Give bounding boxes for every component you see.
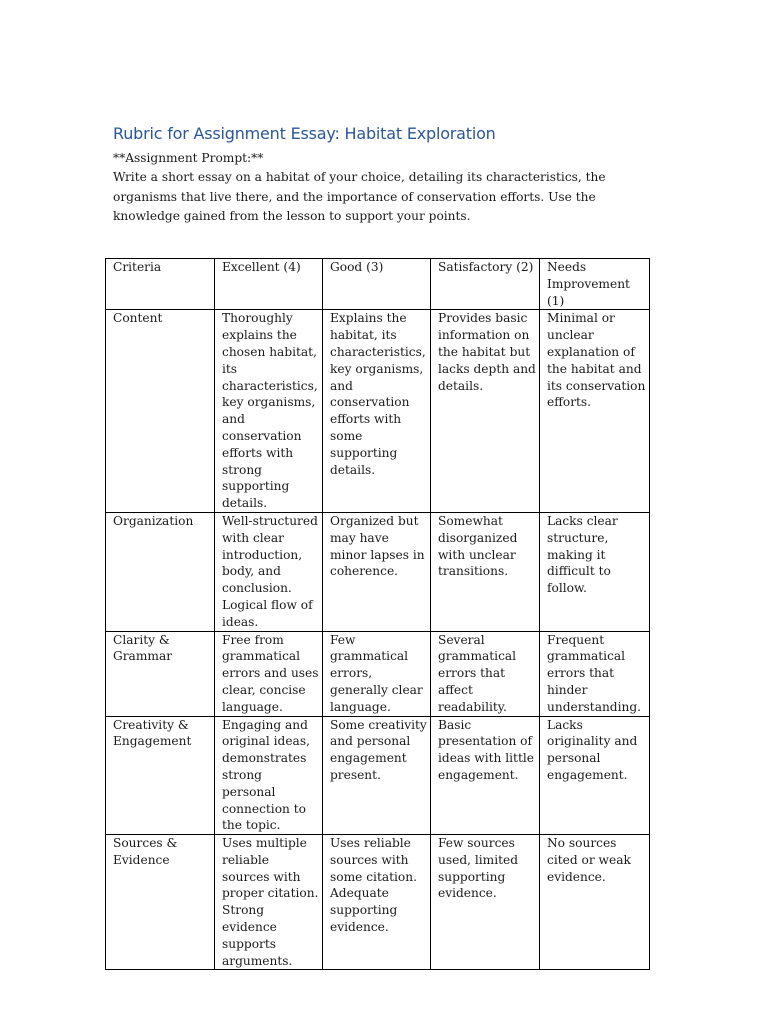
header-cell-needs-improvement: Needs Improvement (1) (540, 259, 650, 310)
assignment-prompt-text: Write a short essay on a habitat of your choice, detailing its characteristics, the organisms that live there, and the importance of conservation efforts. Use the knowledge gained from the lesson to support your points. (113, 170, 606, 223)
rubric-cell: Lacks originality and personal engagement. (540, 716, 650, 835)
criteria-cell: Creativity & Engagement (106, 716, 215, 835)
header-cell-good: Good (3) (323, 259, 431, 310)
rubric-cell: Few sources used, limited supporting evidence. (431, 835, 540, 970)
criteria-cell: Sources & Evidence (106, 835, 215, 970)
rubric-cell: Few grammatical errors, generally clear language. (323, 631, 431, 716)
criteria-cell: Content (106, 310, 215, 513)
rubric-cell: Organized but may have minor lapses in coherence. (323, 512, 431, 631)
rubric-cell: Lacks clear structure, making it difficult to follow. (540, 512, 650, 631)
rubric-cell: Explains the habitat, its characteristics, key organisms, and conservation efforts with some supporting details. (323, 310, 431, 513)
rubric-cell: Well-structured with clear introduction, body, and conclusion. Logical flow of ideas. (215, 512, 323, 631)
table-row (106, 310, 650, 513)
rubric-table (105, 258, 650, 970)
table-row (106, 835, 650, 970)
table-row (106, 512, 650, 631)
rubric-cell: No sources cited or weak evidence. (540, 835, 650, 970)
header-cell-criteria: Criteria (106, 259, 215, 310)
rubric-cell: Thoroughly explains the chosen habitat, its characteristics, key organisms, and conservation efforts with strong supporting details. (215, 310, 323, 513)
rubric-cell: Basic presentation of ideas with little engagement. (431, 716, 540, 835)
rubric-cell: Engaging and original ideas, demonstrates strong personal connection to the topic. (215, 716, 323, 835)
document-title: Rubric for Assignment Essay: Habitat Exploration (113, 124, 496, 143)
rubric-cell: Some creativity and personal engagement present. (323, 716, 431, 835)
table-row (106, 631, 650, 716)
header-cell-excellent: Excellent (4) (215, 259, 323, 310)
rubric-cell: Several grammatical errors that affect readability. (431, 631, 540, 716)
rubric-cell: Frequent grammatical errors that hinder understanding. (540, 631, 650, 716)
header-cell-satisfactory: Satisfactory (2) (431, 259, 540, 310)
rubric-cell: Somewhat disorganized with unclear transitions. (431, 512, 540, 631)
rubric-cell: Uses multiple reliable sources with proper citation. Strong evidence supports arguments. (215, 835, 323, 970)
rubric-cell: Free from grammatical errors and uses clear, concise language. (215, 631, 323, 716)
rubric-cell: Provides basic information on the habitat but lacks depth and details. (431, 310, 540, 513)
table-row (106, 716, 650, 835)
criteria-cell: Clarity & Grammar (106, 631, 215, 716)
table-header-row (106, 259, 650, 310)
rubric-cell: Uses reliable sources with some citation. Adequate supporting evidence. (323, 835, 431, 970)
criteria-cell: Organization (106, 512, 215, 631)
assignment-prompt-label: **Assignment Prompt:** (113, 151, 264, 165)
rubric-cell: Minimal or unclear explanation of the habitat and its conservation efforts. (540, 310, 650, 513)
